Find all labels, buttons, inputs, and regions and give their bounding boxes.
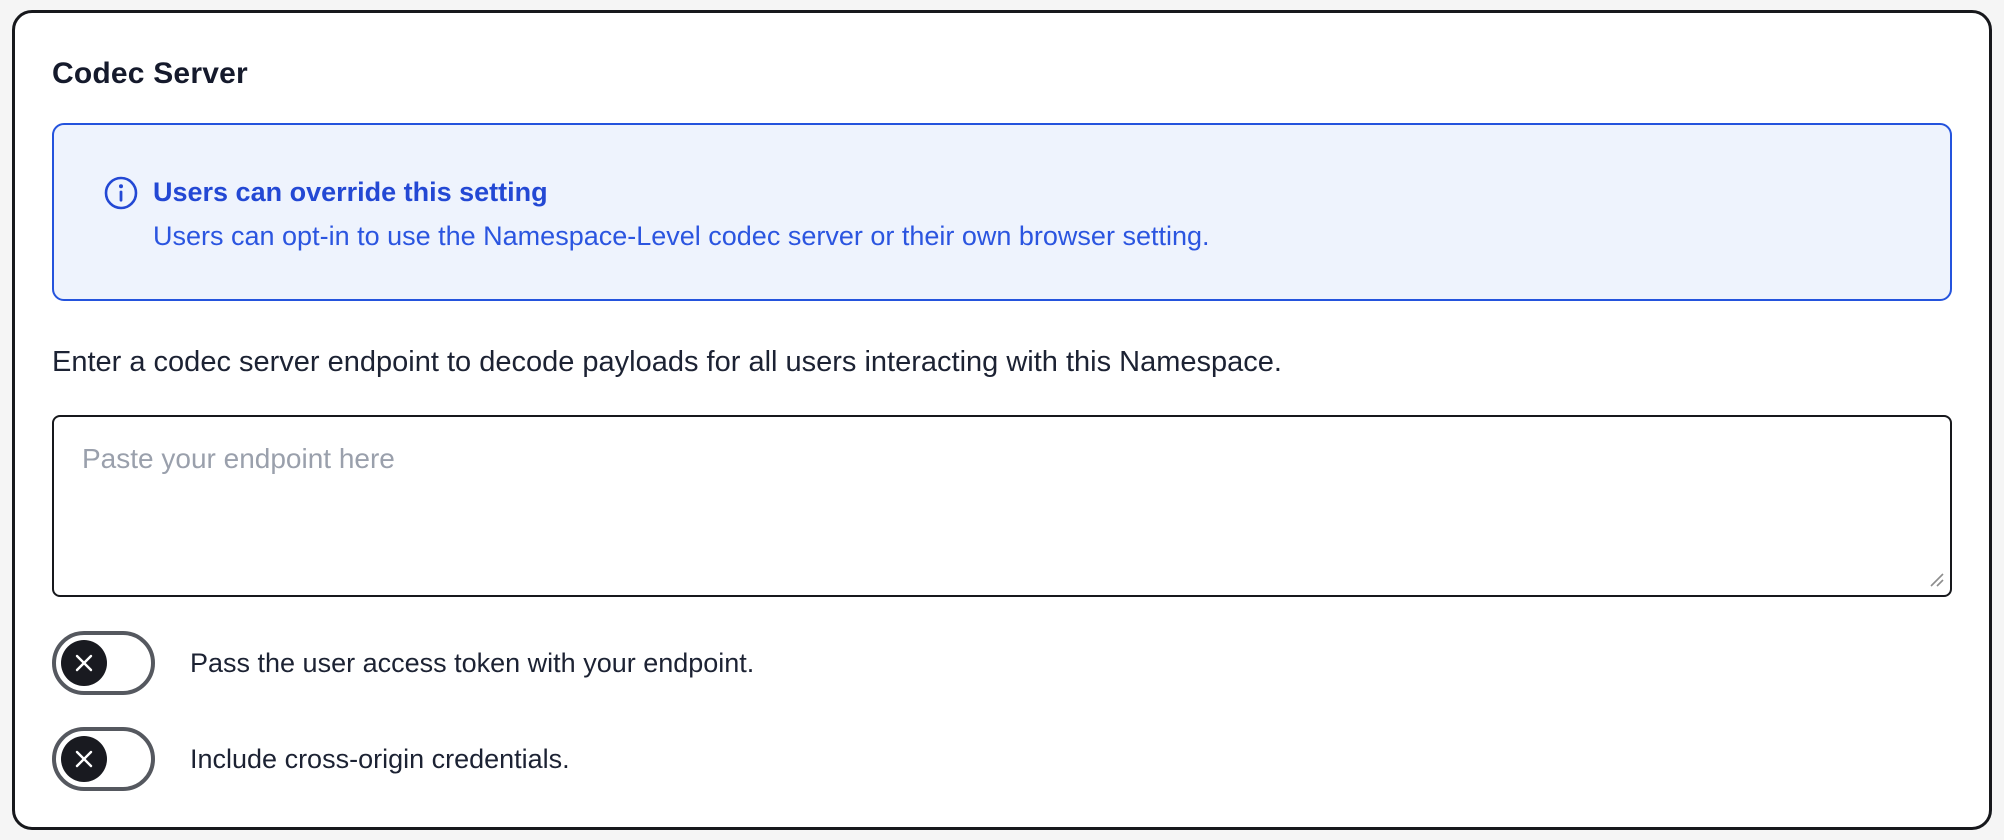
banner-title: Users can override this setting — [153, 177, 548, 207]
codec-server-panel — [12, 10, 1992, 830]
pass-access-token-toggle[interactable] — [52, 631, 155, 695]
cross-origin-credentials-label: Include cross-origin credentials. — [190, 744, 570, 774]
pass-access-token-label: Pass the user access token with your endpoint. — [190, 648, 755, 678]
x-icon — [73, 748, 95, 770]
endpoint-instruction: Enter a codec server endpoint to decode payloads for all users interacting with this Namespace. — [52, 346, 1282, 378]
cross-origin-credentials-toggle[interactable] — [52, 727, 155, 791]
banner-text — [153, 175, 1210, 253]
resize-handle-icon[interactable] — [1927, 570, 1947, 590]
toggle-knob-off — [61, 736, 107, 782]
endpoint-input[interactable] — [52, 415, 1952, 597]
info-banner — [52, 123, 1952, 301]
info-icon — [104, 176, 138, 210]
endpoint-textarea-wrap — [52, 415, 1952, 597]
cross-origin-row — [52, 727, 1952, 791]
page-title: Codec Server — [52, 57, 248, 90]
x-icon — [73, 652, 95, 674]
banner-subtitle: Users can opt-in to use the Namespace-Level codec server or their own browser setting. — [153, 221, 1210, 251]
access-token-row — [52, 631, 1952, 695]
toggle-knob-off — [61, 640, 107, 686]
